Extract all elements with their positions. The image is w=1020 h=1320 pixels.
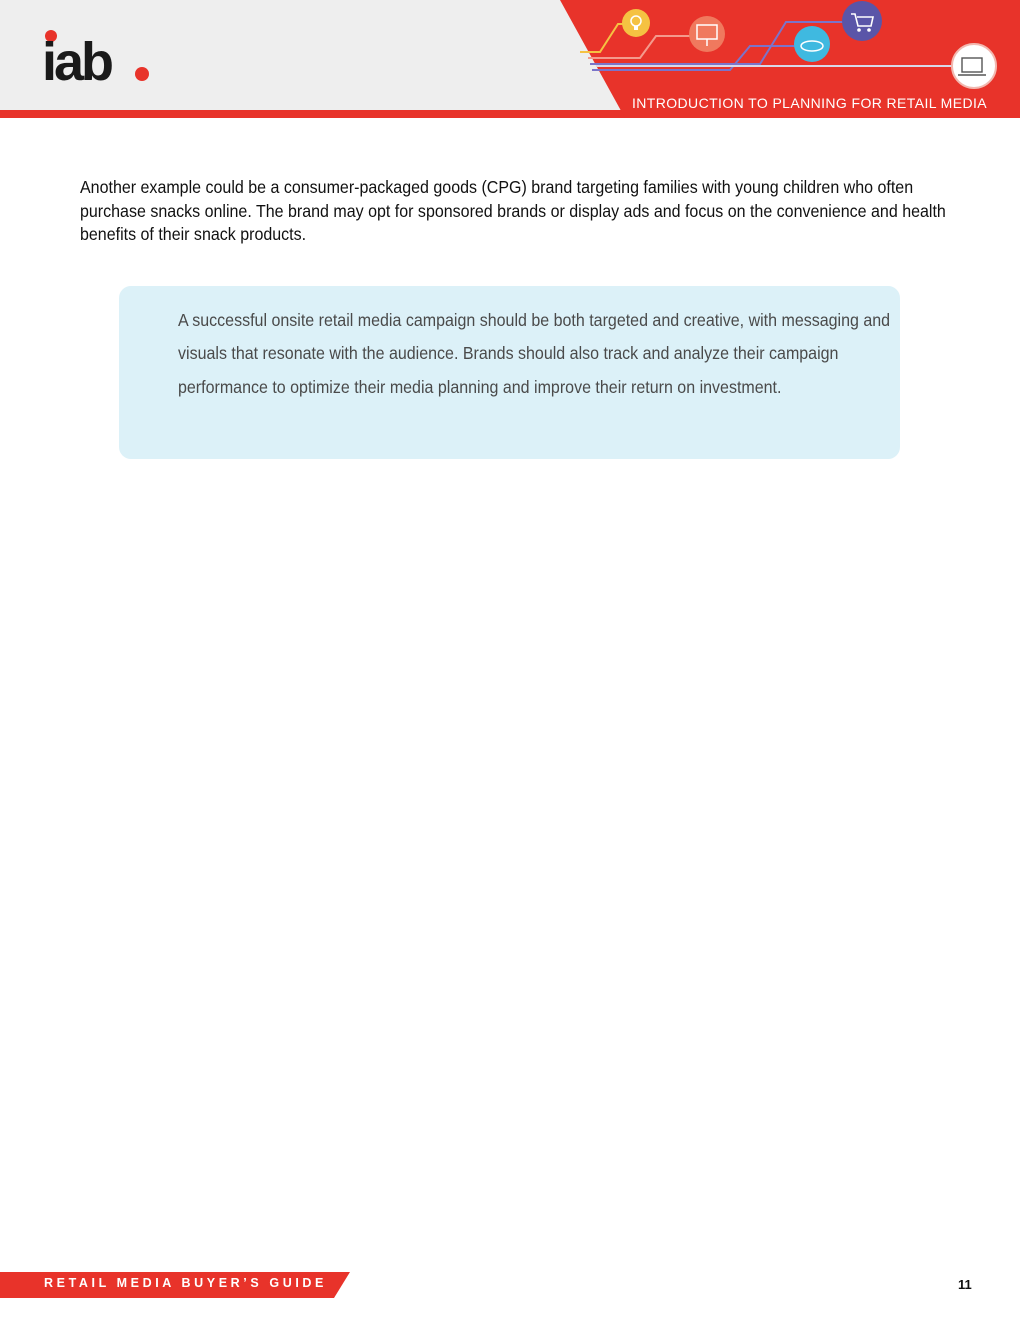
header-title: INTRODUCTION TO PLANNING FOR RETAIL MEDIA (632, 95, 988, 111)
shopping-cart-icon (842, 1, 882, 41)
callout-box (119, 286, 900, 459)
cloud-icon (794, 26, 830, 62)
footer-label: RETAIL MEDIA BUYER’S GUIDE (44, 1276, 327, 1290)
svg-text:iab: iab (42, 32, 112, 88)
iab-logo (42, 24, 152, 88)
presentation-icon (689, 16, 725, 52)
page-number: 11 (958, 1277, 972, 1292)
laptop-shopping-bag-icon (952, 44, 996, 88)
callout-text: A successful onsite retail media campaign should be both targeted and creative, with messaging and visuals that resonate with the audience. Brands should also track and analyze their campaign performance to optimize their media planning and improve their return on investment. (178, 310, 891, 397)
lightbulb-icon (622, 9, 650, 37)
page-header (0, 0, 1020, 118)
intro-paragraph: Another example could be a consumer-packaged goods (CPG) brand targeting families with young children who often purchase snacks online. The brand may opt for sponsored brands or display ads and focus on the convenience and health benefits of their snack products. (80, 177, 946, 244)
